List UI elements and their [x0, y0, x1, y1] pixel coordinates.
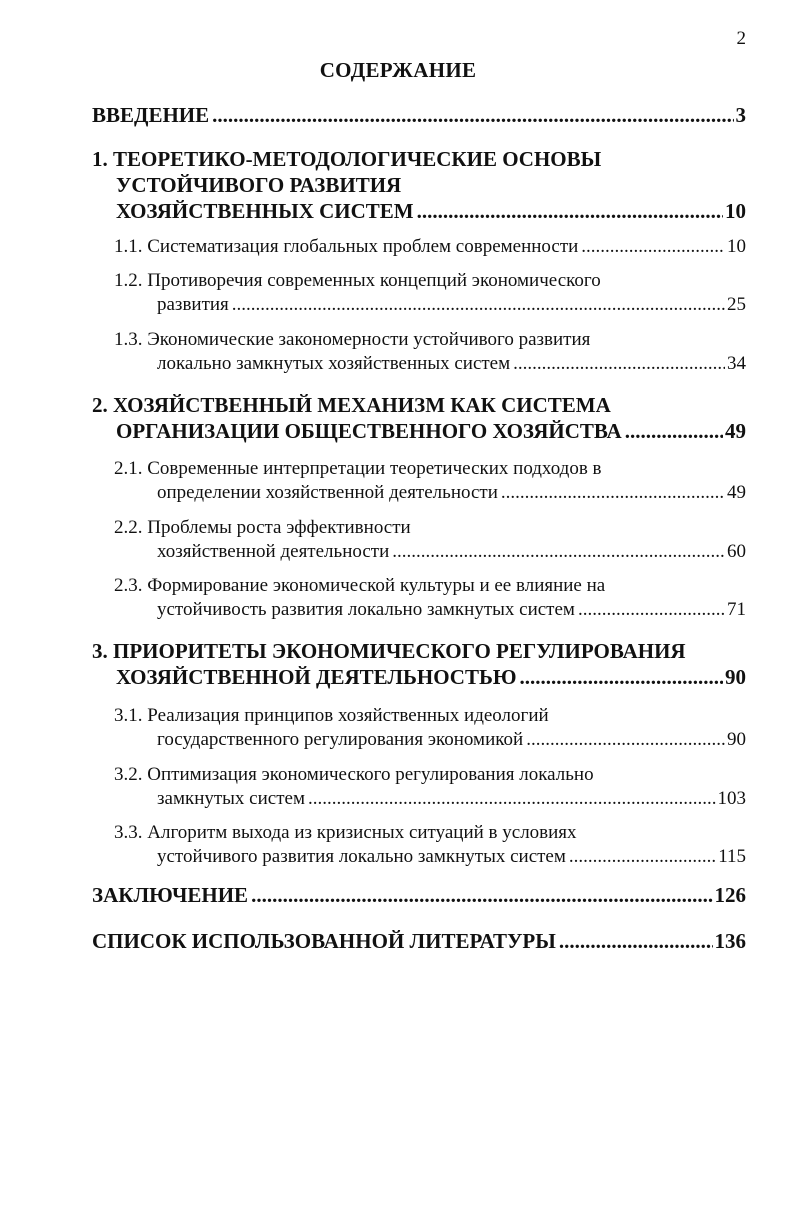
dot-leader	[559, 928, 713, 954]
toc-page-number: 10	[725, 199, 746, 223]
toc-section[interactable]	[92, 235, 746, 259]
toc-section[interactable]	[92, 821, 746, 869]
dot-leader	[232, 293, 725, 317]
toc-chapter[interactable]	[92, 638, 746, 690]
toc-entry-text: 3.1. Реализация принципов хозяйственных идеологий	[114, 705, 549, 726]
toc-page-number: 136	[714, 929, 746, 953]
toc-entry-text: хозяйственной деятельности	[157, 541, 390, 562]
toc-chapter[interactable]	[92, 146, 746, 224]
toc-entry-text: ХОЗЯЙСТВЕННОЙ ДЕЯТЕЛЬНОСТЬЮ	[116, 665, 517, 689]
page-title: СОДЕРЖАНИЕ	[319, 58, 477, 82]
dot-leader	[625, 418, 723, 444]
dot-leader	[212, 102, 733, 128]
toc-entry-text: 1.2. Противоречия современных концепций экономического	[114, 270, 601, 291]
toc-entry-text: 3.2. Оптимизация экономического регулирования локально	[114, 764, 594, 785]
toc-section[interactable]	[92, 763, 746, 811]
toc-page-number: 103	[717, 788, 746, 809]
toc-entry-text: ХОЗЯЙСТВЕННЫХ СИСТЕМ	[116, 199, 414, 223]
toc-section[interactable]	[92, 328, 746, 376]
toc-page-number: 90	[725, 665, 746, 689]
toc-page-number: 25	[727, 294, 746, 315]
toc-entry-text: ЗАКЛЮЧЕНИЕ	[92, 883, 249, 907]
toc-page-number: 49	[727, 482, 746, 503]
dot-leader	[417, 198, 723, 224]
toc-entry-text: УСТОЙЧИВОГО РАЗВИТИЯ	[116, 173, 402, 197]
toc-entry-text: определении хозяйственной деятельности	[157, 482, 498, 503]
toc-section[interactable]	[92, 269, 746, 317]
toc-chapter[interactable]	[92, 392, 746, 444]
toc-entry-text: устойчивость развития локально замкнутых систем	[157, 599, 575, 620]
toc-page-number: 49	[725, 419, 746, 443]
toc-page-number: 126	[714, 883, 746, 907]
dot-leader	[526, 728, 725, 752]
toc-entry-text: 1. ТЕОРЕТИКО-МЕТОДОЛОГИЧЕСКИЕ ОСНОВЫ	[92, 147, 602, 171]
toc-entry-text: 2. ХОЗЯЙСТВЕННЫЙ МЕХАНИЗМ КАК СИСТЕМА	[92, 393, 611, 417]
toc-section[interactable]	[92, 704, 746, 752]
toc-page-number: 34	[727, 353, 746, 374]
page-number: 2	[736, 28, 746, 49]
toc-entry-text: государственного регулирования экономикой	[157, 729, 524, 750]
toc-entry-text: ВВЕДЕНИЕ	[92, 103, 210, 127]
toc-entry-text: 2.3. Формирование экономической культуры и ее влияние на	[114, 575, 606, 596]
toc-entry-text: развития	[157, 294, 229, 315]
toc-page-number: 3	[735, 103, 746, 127]
toc-section[interactable]	[92, 457, 746, 505]
dot-leader	[251, 882, 712, 908]
dot-leader	[520, 664, 723, 690]
dot-leader	[581, 235, 725, 259]
toc-section[interactable]	[92, 516, 746, 564]
toc-page-number: 10	[727, 236, 746, 257]
toc-page-number: 60	[727, 541, 746, 562]
toc-chapter[interactable]	[92, 928, 746, 954]
toc-chapter[interactable]	[92, 882, 746, 908]
dot-leader	[392, 540, 725, 564]
dot-leader	[569, 845, 716, 869]
toc-entry-text: СПИСОК ИСПОЛЬЗОВАННОЙ ЛИТЕРАТУРЫ	[92, 929, 556, 953]
dot-leader	[308, 787, 716, 811]
toc-entry-text: локально замкнутых хозяйственных систем	[157, 353, 511, 374]
toc-chapter[interactable]	[92, 102, 746, 128]
toc-entry-text: 3.3. Алгоритм выхода из кризисных ситуаций в условиях	[114, 822, 577, 843]
toc-entry-text: 1.1. Систематизация глобальных проблем современности	[114, 236, 579, 257]
toc-entry-text: ОРГАНИЗАЦИИ ОБЩЕСТВЕННОГО ХОЗЯЙСТВА	[116, 419, 622, 443]
toc-entry-text: замкнутых систем	[157, 788, 305, 809]
dot-leader	[513, 352, 725, 376]
toc-page-number: 90	[727, 729, 746, 750]
dot-leader	[501, 481, 725, 505]
dot-leader	[578, 598, 725, 622]
toc-entry-text: устойчивого развития локально замкнутых систем	[157, 846, 566, 867]
toc-section[interactable]	[92, 574, 746, 622]
toc-entry-text: 1.3. Экономические закономерности устойчивого развития	[114, 329, 591, 350]
toc-entry-text: 2.2. Проблемы роста эффективности	[114, 517, 411, 538]
toc-entry-text: 3. ПРИОРИТЕТЫ ЭКОНОМИЧЕСКОГО РЕГУЛИРОВАНИЯ	[92, 639, 686, 663]
toc-entry-text: 2.1. Современные интерпретации теоретических подходов в	[114, 458, 602, 479]
toc-page-number: 71	[727, 599, 746, 620]
toc-page-number: 115	[718, 846, 746, 867]
